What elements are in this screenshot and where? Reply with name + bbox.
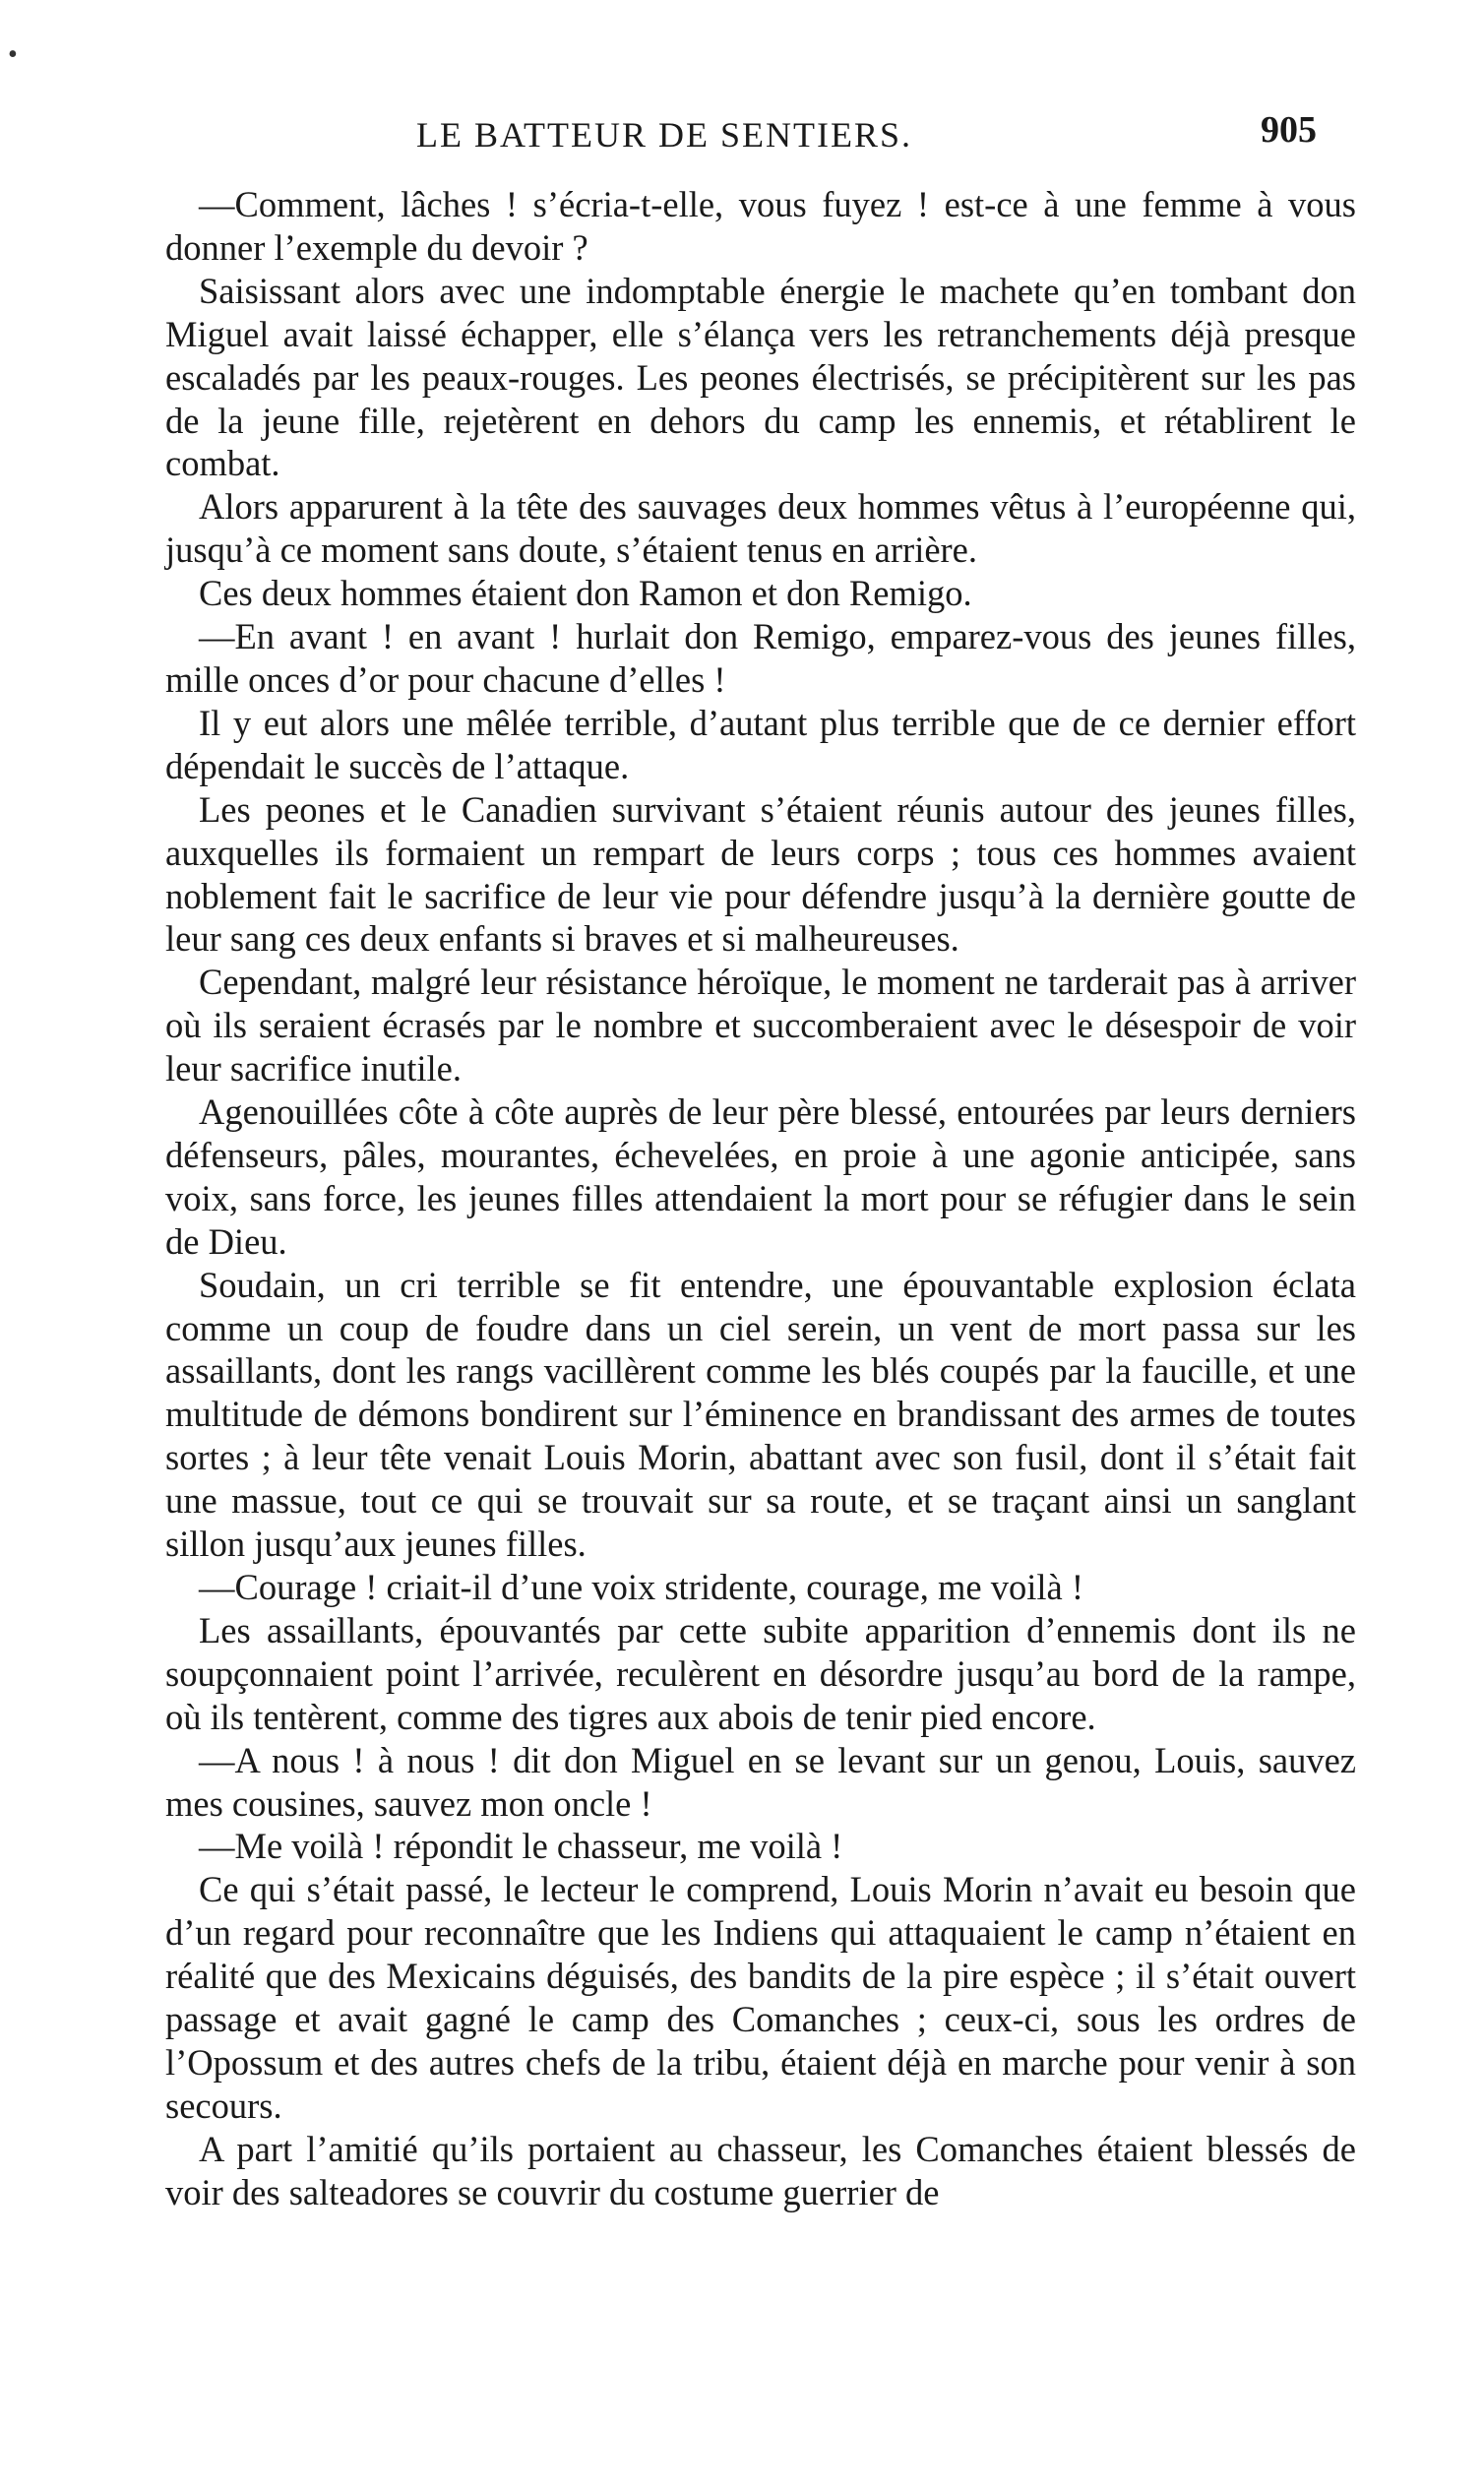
paragraph: —En avant ! en avant ! hurlait don Remigo, emparez-vous des jeunes filles, mille onces d’or pour chacune d’elles ! xyxy=(165,616,1356,700)
paragraph: Ces deux hommes étaient don Ramon et don Remigo. xyxy=(199,573,972,614)
page-header xyxy=(165,108,1317,167)
paragraph: —Comment, lâches ! s’écria-t-elle, vous fuyez ! est-ce à une femme à vous donner l’exemple du devoir ? xyxy=(165,184,1356,268)
paragraph: Soudain, un cri terrible se fit entendre, une épouvantable explosion éclata comme un coup de foudre dans un ciel serein, un vent de mort passa sur les assaillants, dont les rangs vacillèrent comme les blés coupés par la faucille, et une multitude de démons bondirent sur l’éminence en brandissant des armes de toutes sortes ; à leur tête venait Louis Morin, abattant avec son fusil, dont il s’était fait une massue, tout ce qui se trouvait sur sa route, et se traçant ainsi un sanglant sillon jusqu’aux jeunes filles. xyxy=(165,1264,1356,1565)
paragraph: Ce qui s’était passé, le lecteur le comprend, Louis Morin n’avait eu besoin que d’un regard pour reconnaître que les Indiens qui attaquaient le camp n’étaient en réalité que des Mexicains déguisés, des bandits de la pire espèce ; il s’était ouvert passage et avait gagné le camp des Comanches ; ceux-ci, sous les ordres de l’Opossum et des autres chefs de la tribu, étaient déjà en marche pour venir à son secours. xyxy=(165,1869,1356,2126)
paragraph: Saisissant alors avec une indomptable énergie le machete qu’en tombant don Miguel avait laissé échapper, elle s’élança vers les retranchements déjà presque escaladés par les peaux-rouges. Les peones électrisés, se précipitèrent sur les pas de la jeune fille, rejetèrent en dehors du camp les ennemis, et rétablirent le combat. xyxy=(165,270,1356,484)
paragraph: —Courage ! criait-il d’une voix stridente, courage, me voilà ! xyxy=(199,1567,1084,1607)
paragraph: A part l’amitié qu’ils portaient au chasseur, les Comanches étaient blessés de voir des salteadores se couvrir du costume guerrier de xyxy=(165,2128,1356,2212)
margin-speck: • xyxy=(8,39,18,70)
paragraph: Les assaillants, épouvantés par cette subite apparition d’ennemis dont ils ne soupçonnaient point l’arrivée, reculèrent en désordre jusqu’au bord de la rampe, où ils tentèrent, comme des tigres aux abois de tenir pied encore. xyxy=(165,1609,1356,1737)
paragraph: Les peones et le Canadien survivant s’étaient réunis autour des jeunes filles, auxquelles ils formaient un rempart de leurs corps ; tous ces hommes avaient noblement fait le sacrifice de leur vie pour défendre jusqu’à la dernière goutte de leur sang ces deux enfants si braves et si malheureuses. xyxy=(165,788,1356,960)
page-number: 905 xyxy=(1261,109,1317,151)
paragraph: —A nous ! à nous ! dit don Miguel en se levant sur un genou, Louis, sauvez mes cousines, sauvez mon oncle ! xyxy=(165,1739,1356,1824)
body-text xyxy=(165,183,1356,2214)
paragraph: —Me voilà ! répondit le chasseur, me voilà ! xyxy=(199,1826,843,1867)
running-title: LE BATTEUR DE SENTIERS. xyxy=(416,115,912,155)
paragraph: Il y eut alors une mêlée terrible, d’autant plus terrible que de ce dernier effort dépendait le succès de l’attaque. xyxy=(165,702,1356,786)
paragraph: Alors apparurent à la tête des sauvages deux hommes vêtus à l’européenne qui, jusqu’à ce moment sans doute, s’étaient tenus en arrière. xyxy=(165,486,1356,571)
paragraph: Agenouillées côte à côte auprès de leur père blessé, entourées par leurs derniers défenseurs, pâles, mourantes, échevelées, en proie à une agonie anticipée, sans voix, sans force, les jeunes filles attendaient la mort pour se réfugier dans le sein de Dieu. xyxy=(165,1091,1356,1262)
paragraph: Cependant, malgré leur résistance héroïque, le moment ne tarderait pas à arriver où ils seraient écrasés par le nombre et succomberaient avec le désespoir de voir leur sacrifice inutile. xyxy=(165,962,1356,1089)
